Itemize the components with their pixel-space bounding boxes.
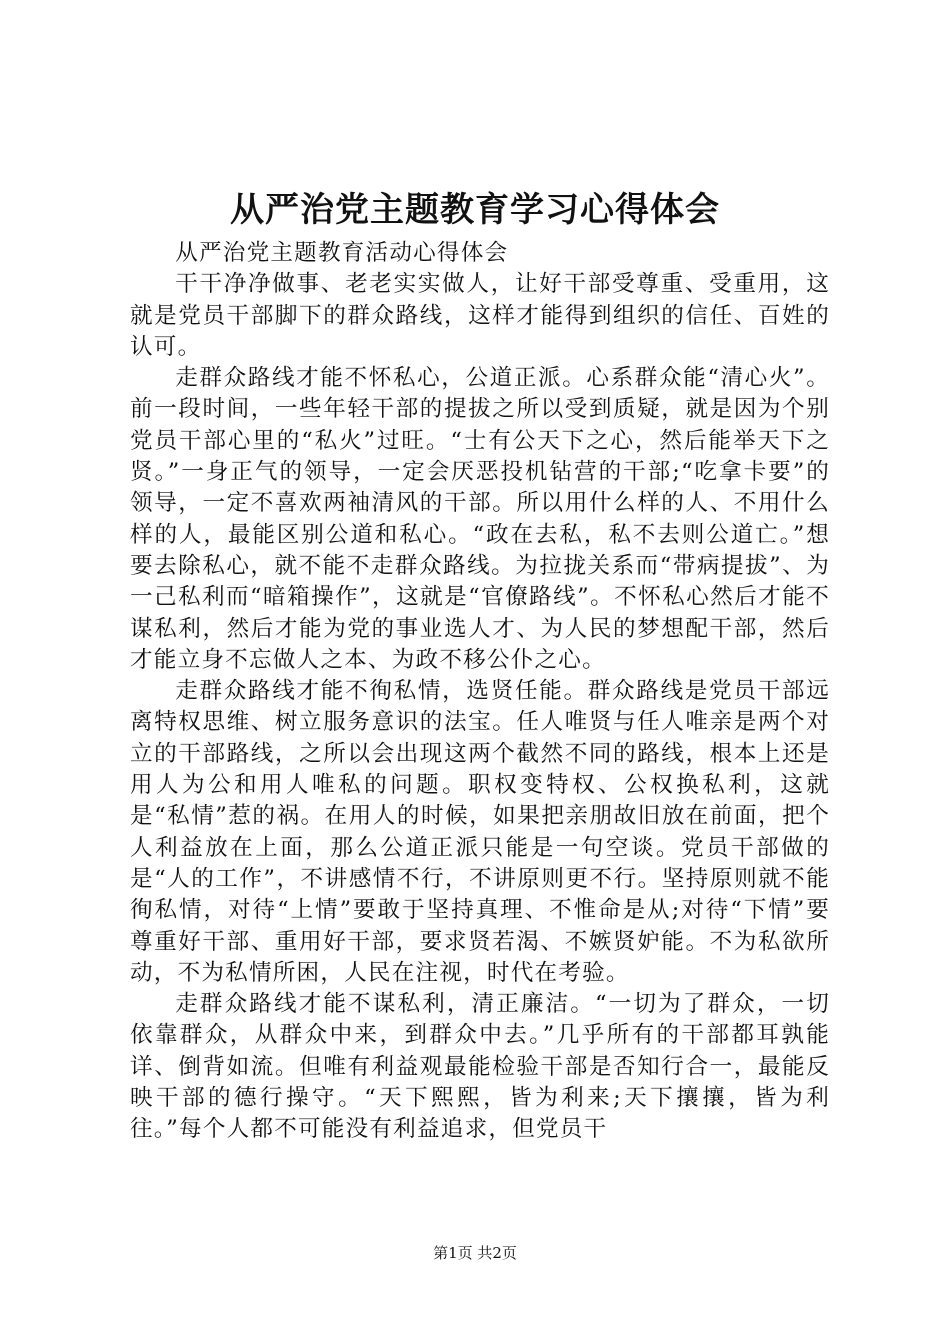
body-paragraph: 走群众路线才能不徇私情，选贤任能。群众路线是党员干部远离特权思维、树立服务意识的法宝。任人唯贤与任人唯亲是两个对立的干部路线，之所以会出现这两个截然不同的路线，根本上还是用人为公和用人唯私的问题。职权变特权、公权换私利，这就是“私情”惹的祸。在用人的时候，如果把亲朋故旧放在前面，把个人利益放在上面，那么公道正派只能是一句空谈。党员干部做的是“人的工作”，不讲感情不行，不讲原则更不行。坚持原则就不能徇私情，对待“上情”要敢于坚持真理、不惟命是从;对待“下情”要尊重好干部、重用好干部，要求贤若渴、不嫉贤妒能。不为私欲所动，不为私情所困，人民在注视，时代在考验。 — [130, 678, 830, 986]
subtitle-paragraph: 从严治党主题教育活动心得体会 — [175, 240, 509, 266]
document-body — [130, 238, 830, 1146]
body-paragraph: 走群众路线才能不怀私心，公道正派。心系群众能“清心火”。前一段时间，一些年轻干部的提拔之所以受到质疑，就是因为个别党员干部心里的“私火”过旺。“士有公天下之心，然后能举天下之贤。”一身正气的领导，一定会厌恶投机钻营的干部;“吃拿卡要”的领导，一定不喜欢两袖清风的干部。所以用什么样的人、不用什么样的人，最能区别公道和私心。“政在去私，私不去则公道亡。”想要去除私心，就不能不走群众路线。为拉拢关系而“带病提拔”、为一己私利而“暗箱操作”，这就是“官僚路线”。不怀私心然后才能不谋私利，然后才能为党的事业选人才、为人民的梦想配干部，然后才能立身不忘做人之本、为政不移公仆之心。 — [130, 365, 830, 673]
page-footer: 第1页 共2页 — [433, 1244, 517, 1262]
body-paragraph: 干干净净做事、老老实实做人，让好干部受尊重、受重用，这就是党员干部脚下的群众路线，这样才能得到组织的信任、百姓的认可。 — [130, 271, 830, 360]
document-title: 从严治党主题教育学习心得体会 — [230, 190, 720, 230]
body-paragraph: 走群众路线才能不谋私利，清正廉洁。“一切为了群众，一切依靠群众，从群众中来，到群众中去。”几乎所有的干部都耳孰能详、倒背如流。但唯有利益观最能检验干部是否知行合一，最能反映干部的德行操守。“天下熙熙，皆为利来;天下攘攘，皆为利往。”每个人都不可能没有利益追求，但党员干 — [130, 991, 830, 1143]
